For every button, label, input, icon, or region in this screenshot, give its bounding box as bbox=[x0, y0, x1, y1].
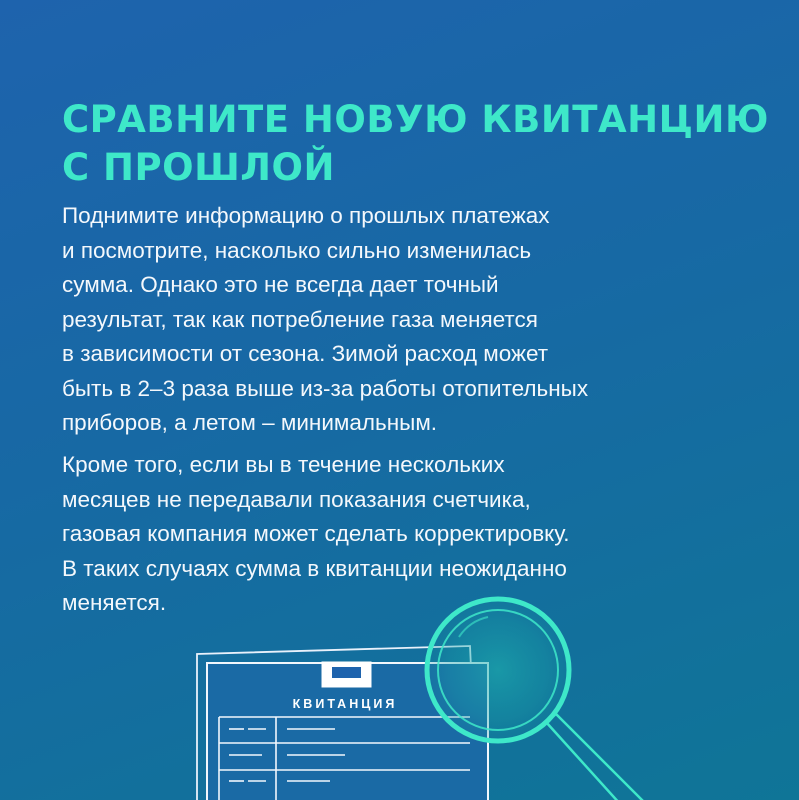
paragraph-line: приборов, а летом – минимальным. bbox=[62, 410, 438, 435]
paragraph-line: газовая компания может сделать корректировку. bbox=[62, 521, 570, 546]
heading-line-1: СРАВНИТЕ НОВУЮ КВИТАНЦИЮ bbox=[62, 98, 769, 141]
paragraph-line: результат, так как потребление газа меняется bbox=[62, 306, 538, 332]
paragraph-line: сумма. Однако это не всегда дает точный bbox=[62, 272, 499, 297]
paragraph-line: Кроме того, если вы в течение нескольких bbox=[62, 452, 505, 477]
paragraph-line: В таких случаях сумма в квитанции неожиданно bbox=[62, 555, 567, 581]
paragraph-line: в зависимости от сезона. Зимой расход может bbox=[62, 341, 549, 366]
receipt-label: КВИТАНЦИЯ bbox=[292, 697, 398, 711]
heading-line-2: С ПРОШЛОЙ bbox=[62, 146, 335, 189]
paragraph-line: месяцев не передавали показания счетчика, bbox=[62, 486, 531, 512]
magnifier-handle bbox=[546, 714, 668, 800]
paragraph-line: быть в 2–3 раза выше из-за работы отопительных bbox=[62, 375, 589, 401]
paragraph-line: меняется. bbox=[62, 590, 167, 615]
paragraph-line: Поднимите информацию о прошлых платежах bbox=[62, 203, 550, 228]
paragraph-line: и посмотрите, насколько сильно изменилась bbox=[62, 237, 532, 263]
